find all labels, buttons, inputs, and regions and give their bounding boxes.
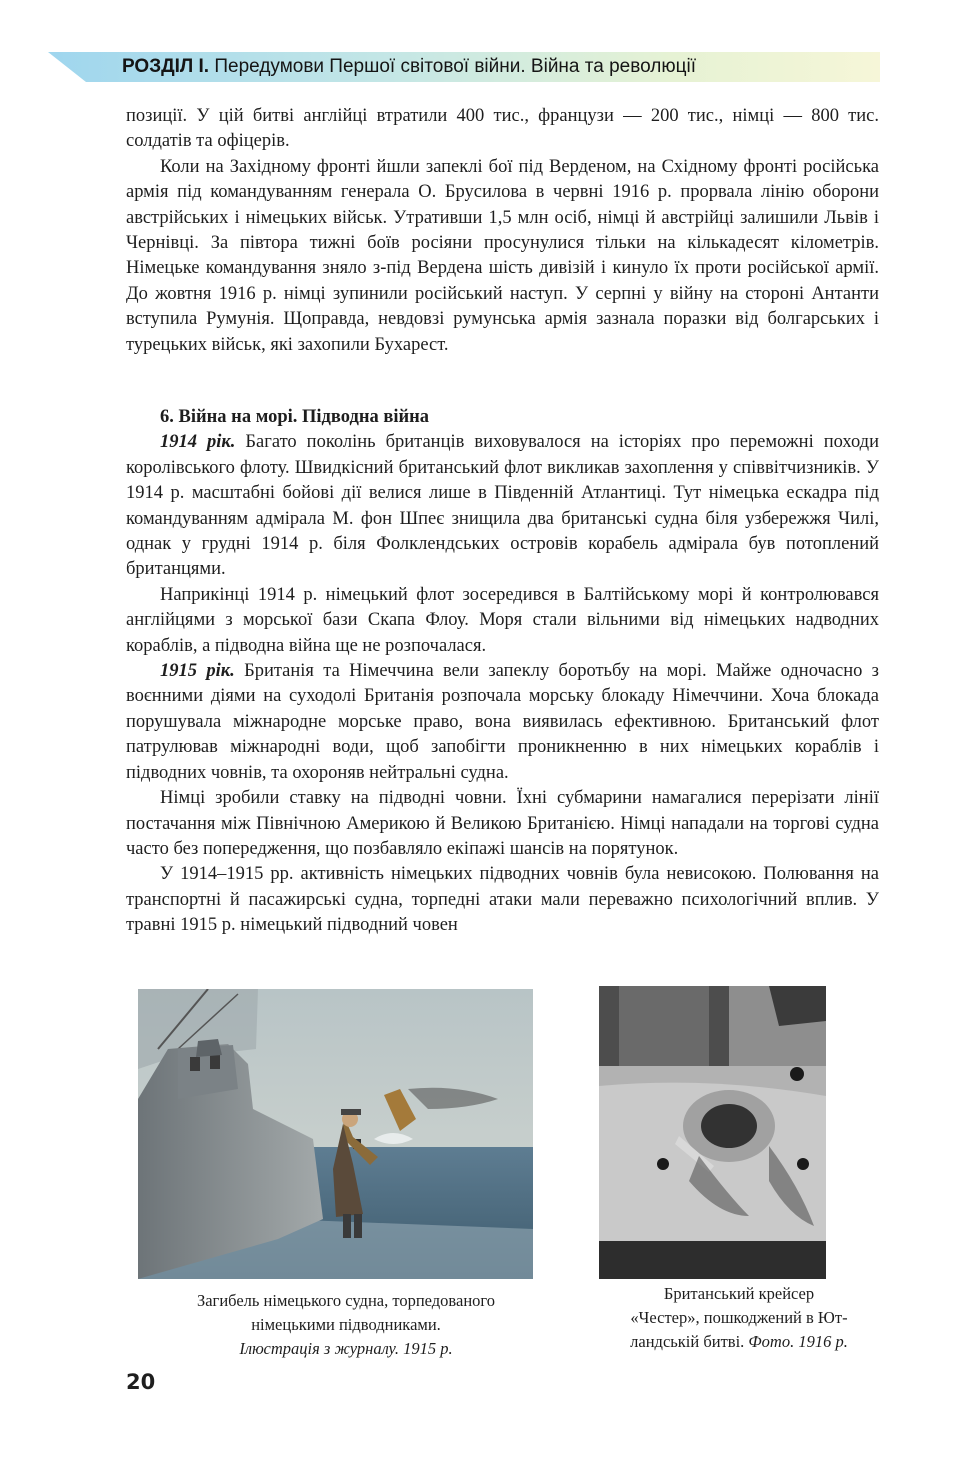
section-heading: 6. Війна на морі. Підводна війна bbox=[160, 407, 430, 427]
year-label-1914: 1914 рік. bbox=[160, 432, 236, 453]
cruiser-photo bbox=[599, 986, 826, 1279]
page-number: 20 bbox=[126, 1370, 156, 1394]
submarine-illustration bbox=[138, 989, 533, 1279]
body-text-sea-war bbox=[126, 405, 879, 939]
figure-1-caption bbox=[150, 1289, 542, 1361]
paragraph-eastern-front: Коли на Західному фронті йшли запеклі бої під Верденом, на Східному фронті російська армія під командуванням генерала О. Брусилова в червні 1916 р. прорвала лінію оборони австрійських і німецьких військ. Утративши 1,5 млн осіб, німці й австрійці залишили Львів і Чернівці. За півтора тижні боїв росіяни просунулися тільки на кількадесят кілометрів. Німецьке командування зняло з-під Вердена шість дивізій і кинуло їх проти російської армії. До жовтня 1916 р. німці зупинили російський наступ. У серпні у війну на стороні Антанти вступила Румунія. Щоправда, невдовзі румунська армія зазнала поразки від болгарських і турецьких військ, які захопили Бухарест. bbox=[126, 156, 879, 355]
figure-2-caption bbox=[590, 1282, 888, 1354]
figure-2-caption-line-1: Британський крейсер bbox=[663, 1284, 815, 1303]
paragraph-1915 bbox=[126, 659, 879, 786]
year-label-1915: 1915 рік. bbox=[160, 661, 235, 682]
figure-2-caption-source: Фото. 1916 р. bbox=[748, 1332, 848, 1351]
paragraph-1915-text: Британія та Німеччина вели запеклу боротьбу на морі. Майже одночасно з воєнними діями на суходолі Британія розпочала морську блокаду Німеччини. Хоча блокада порушувала міжнародне морське право, вона виявилась ефективною. Британський флот патрулював міжнародні води, щоб запобігти проникненню в них німецьких кораблів і підводних човнів, та охороняв нейтральні судна. bbox=[126, 661, 879, 783]
section-label: РОЗДІЛ І. bbox=[122, 56, 210, 77]
body-text-top bbox=[126, 104, 879, 358]
section-title: Передумови Першої світової війни. Війна та революції bbox=[214, 56, 696, 77]
paragraph-submarines: Німці зробили ставку на підводні човни. Їхні субмарини намагалися перерізати лінії постачання між Північною Америкою й Великою Британією. Німці нападали на торгові судна часто без попередження, що позбавляло екіпажі шансів на порятунок. bbox=[126, 788, 879, 859]
figure-2-caption-line-3: ландській битві. bbox=[630, 1332, 745, 1351]
paragraph-submarine-activity: У 1914–1915 рр. активність німецьких підводних човнів була невисокою. Полювання на транспортні й пасажирські судна, торпедні атаки мали переважно психологічний вплив. У травні 1915 р. німецький підводний човен bbox=[126, 864, 879, 936]
cruiser-photo-image bbox=[599, 986, 826, 1279]
paragraph-end-1914: Наприкінці 1914 р. німецький флот зосередився в Балтійському морі й контролювався англійцями з морської бази Скапа Флоу. Моря стали вільними від німецьких надводних кораблів, а підводна війна ще не розпочалася. bbox=[126, 584, 879, 656]
figure-1-caption-source: Ілюстрація з журналу. 1915 р. bbox=[239, 1339, 453, 1358]
section-header bbox=[122, 55, 882, 79]
paragraph-continuation: позиції. У цій битві англійці втратили 400 тис., французи — 200 тис., німці — 800 тис. солдатів та офіцерів. bbox=[126, 106, 879, 152]
figure-2-caption-line-2: «Честер», пошкоджений в Ют- bbox=[630, 1308, 848, 1327]
submarine-painting-image bbox=[138, 989, 533, 1279]
paragraph-1914-text: Багато поколінь британців виховувалося на історіях про переможні походи королівського флоту. Швидкісний британський флот викликав захоплення у співвітчизників. У 1914 р. масштабні бойові дії велися лише в Південній Атлантиці. Тут німецька ескадра під командуванням адмірала М. фон Шпеє знищила два британські судна біля узбережжя Чилі, однак у грудні 1914 р. біля Фолклендських островів корабель адмірала був потоплений британцями. bbox=[126, 432, 879, 580]
paragraph-1914 bbox=[126, 430, 879, 582]
figure-1-caption-line-1: Загибель німецького судна, торпедованого bbox=[196, 1291, 496, 1310]
figure-1-caption-line-2: німецькими підводниками. bbox=[251, 1315, 441, 1334]
